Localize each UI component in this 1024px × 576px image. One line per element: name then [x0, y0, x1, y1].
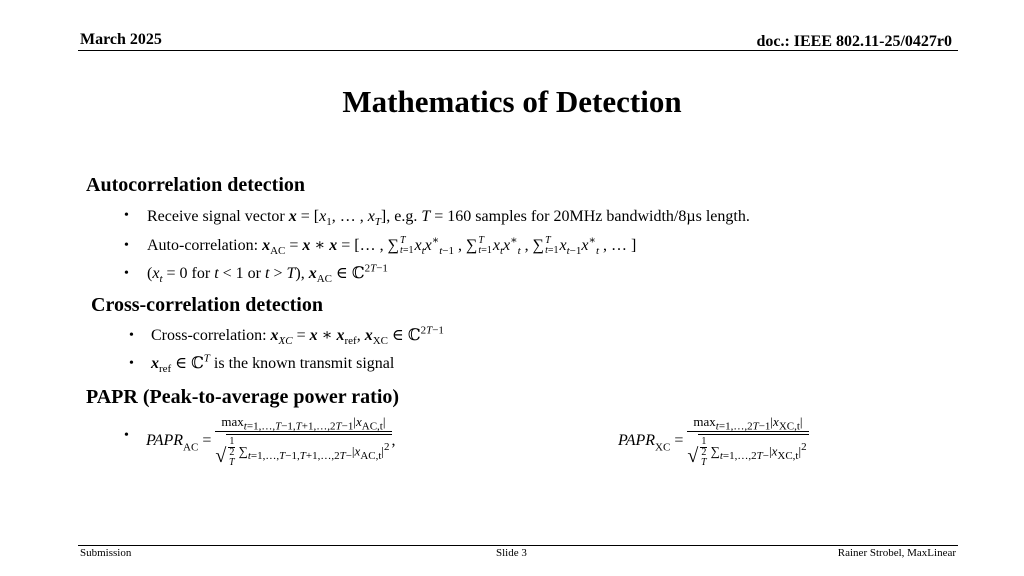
footer-author: Rainer Strobel, MaxLinear — [837, 547, 956, 559]
formula-papr-ac: $PAPR_{AC}$ = $\max_{t=1,\dots,T-1,T+1,\dots,2T-1}|x_{AC,t}|$ √ 1 2 T $\sum_{t=1,\dots,T-1,T+1,\dots,2T-}|x_{AC,t}|^2$ , — [146, 414, 396, 468]
header-date: March 2025 — [80, 31, 162, 48]
section-heading-crosscorrelation: Cross-correlation detection — [91, 294, 323, 316]
bullet-text: ( — [147, 265, 153, 282]
bullet-text: Receive signal vector — [147, 208, 289, 225]
footer-slide-number: Slide 3 — [496, 547, 527, 559]
math-lower-bound: t < 1 — [214, 265, 244, 282]
bullet-dot: • — [129, 356, 134, 371]
formula-papr-xc: $PAPR_{XC}$ = $\max_{t=1,\dots,2T-1}|x_{XC,t}|$ √ 1 2 T $\sum_{t=1,\dots,2T-}|x_{XC,t}|^2$ — [618, 414, 807, 468]
footer-submission: Submission — [80, 547, 132, 559]
header-rule — [78, 50, 958, 51]
bullet-receive-signal — [147, 207, 750, 227]
bullet-text: is the known transmit signal — [209, 355, 395, 372]
math-autocorrelation: $x_{AC} = x$ ∗ x = [… , ∑T $t=1x_tx^∗_{t-1}$ , ∑T $t=1x_tx^∗_t$ , ∑T $t=1x_{t-1}x^∗_t$ , … ] — [262, 234, 637, 258]
math-zero-condition: $x_t = 0$ — [152, 265, 188, 286]
bullet-text: , e.g. — [386, 208, 422, 225]
math-upper-bound: t > T — [265, 265, 296, 282]
bullet-dot: • — [124, 238, 129, 253]
math-ref-domain: $x_{ref}$ ∈ ℂ$^T$ — [151, 352, 210, 376]
bullet-text: samples for 20MHz bandwidth/8µs length. — [471, 208, 750, 225]
bullet-dot: • — [124, 208, 129, 223]
papr-ac-fraction: $\max_{t=1,\dots,T-1,T+1,\dots,2T-1}|x_{AC,t}|$ √ 1 2 T $\sum_{t=1,\dots,T-1,T+1,\dots,2T-}|x_{AC,t}|^2$ — [215, 414, 390, 468]
math-ac-domain: $x_{AC}$ ∈ ℂ$^{2T-1}$ — [308, 262, 388, 286]
header-doc-id: doc.: IEEE 802.11-25/0427r0 — [756, 33, 952, 50]
bullet-text: Cross-correlation: — [151, 327, 271, 344]
papr-xc-fraction: $\max_{t=1,\dots,2T-1}|x_{XC,t}|$ √ 1 2 T $\sum_{t=1,\dots,2T-}|x_{XC,t}|^2$ — [687, 414, 807, 468]
bullet-reference-signal — [151, 354, 394, 374]
bullet-text: or — [243, 265, 265, 282]
bullet-crosscorrelation — [151, 326, 444, 346]
section-heading-autocorrelation: Autocorrelation detection — [86, 174, 306, 196]
bullet-dot: • — [129, 328, 134, 343]
bullet-autocorrelation — [147, 236, 636, 256]
footer-rule — [78, 545, 958, 546]
bullet-dot: • — [124, 428, 129, 443]
bullet-boundary-condition — [147, 264, 388, 284]
bullet-dot: • — [124, 266, 129, 281]
bullet-text: Auto-correlation: — [147, 237, 263, 254]
math-receive-vector: $x = [x_1$, … , $x_T$] — [288, 208, 387, 229]
math-crosscorrelation: $x_{XC} = x$ ∗ $x_{ref}$, $x_{XC}$ ∈ ℂ$^{2T-1}$ — [270, 324, 444, 348]
math-sample-count: T = 160 — [421, 208, 472, 225]
bullet-text: for — [187, 265, 215, 282]
section-heading-papr: PAPR (Peak-to-average power ratio) — [86, 386, 400, 408]
bullet-text: ), — [295, 265, 309, 282]
slide-title: Mathematics of Detection — [342, 84, 682, 119]
